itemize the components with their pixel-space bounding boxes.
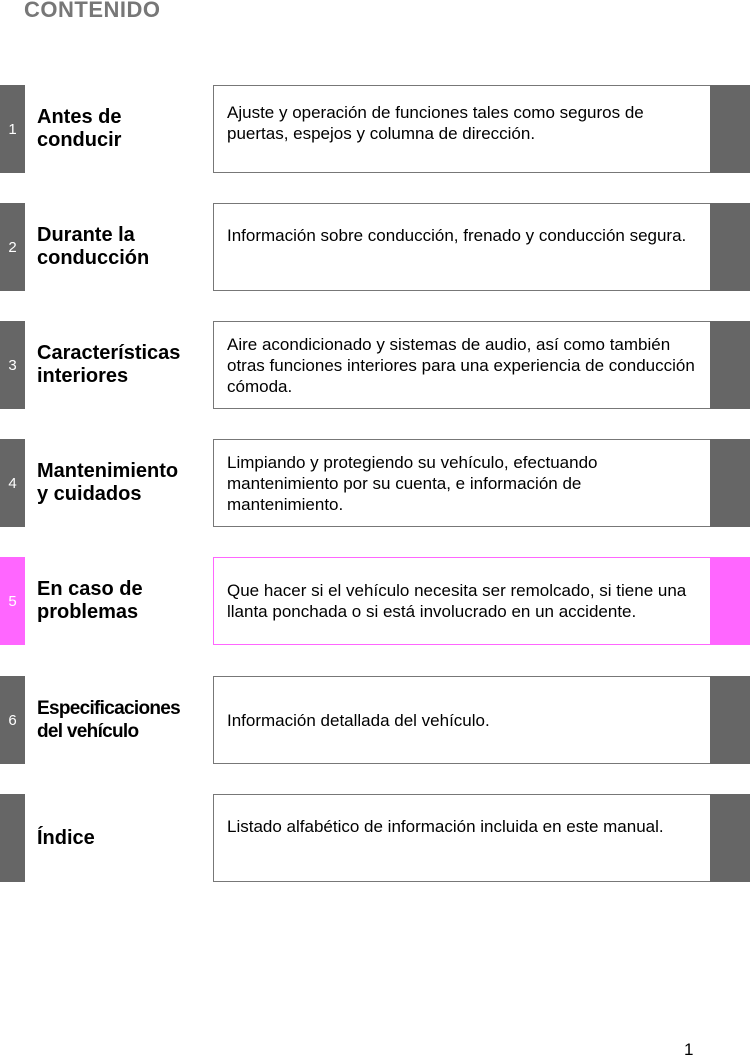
section-title-line: Índice: [37, 826, 95, 849]
section-description-box: [213, 557, 710, 645]
toc-row-2[interactable]: [0, 203, 750, 291]
page-title: CONTENIDO: [24, 0, 161, 22]
section-description: Limpiando y protegiendo su vehículo, efectuando mantenimiento por su cuenta, e información de mantenimiento.: [227, 452, 598, 514]
section-title[interactable]: [37, 321, 209, 409]
section-title-line: Antes de: [37, 106, 122, 128]
section-description-box: [213, 439, 710, 527]
section-title-line: del vehículo: [37, 721, 139, 742]
toc-row-index[interactable]: [0, 794, 750, 882]
section-edge-tab[interactable]: [710, 676, 750, 764]
section-description: Información detallada del vehículo.: [227, 710, 490, 730]
section-title-line: En caso de: [37, 578, 143, 600]
section-title[interactable]: [37, 203, 209, 291]
section-edge-tab[interactable]: [710, 203, 750, 291]
toc-row-6[interactable]: [0, 676, 750, 764]
section-description-box: [213, 203, 710, 291]
section-title-line: Mantenimiento: [37, 460, 179, 482]
section-edge-tab[interactable]: [710, 794, 750, 882]
toc-row-3[interactable]: [0, 321, 750, 409]
toc-row-4[interactable]: [0, 439, 750, 527]
section-description: Aire acondicionado y sistemas de audio, así como también otras funciones interiores para una experiencia de conducción cómoda.: [227, 334, 695, 396]
section-edge-tab[interactable]: [710, 321, 750, 409]
section-edge-tab[interactable]: [710, 85, 750, 173]
toc-row-5[interactable]: [0, 557, 750, 645]
section-number-tab[interactable]: 1: [0, 85, 25, 173]
section-number-tab[interactable]: 6: [0, 676, 25, 764]
section-title[interactable]: [37, 85, 209, 173]
section-title[interactable]: [37, 676, 209, 764]
section-description-box: [213, 676, 710, 764]
section-title-line: Especificaciones: [37, 698, 180, 719]
section-description-box: [213, 794, 710, 882]
section-number-tab[interactable]: 3: [0, 321, 25, 409]
section-title[interactable]: [37, 794, 209, 882]
page-number: 1: [684, 1040, 694, 1059]
section-title-line: Características: [37, 342, 181, 364]
section-title-line: conducción: [37, 247, 150, 269]
section-number-tab[interactable]: 2: [0, 203, 25, 291]
section-number-tab[interactable]: 5: [0, 557, 25, 645]
section-description: Ajuste y operación de funciones tales como seguros de puertas, espejos y columna de dirección.: [227, 103, 644, 143]
section-title-line: problemas: [37, 601, 139, 623]
section-description: Listado alfabético de información incluida en este manual.: [227, 817, 664, 836]
section-number-tab[interactable]: 4: [0, 439, 25, 527]
section-description-box: [213, 321, 710, 409]
section-title[interactable]: [37, 557, 209, 645]
section-description: Información sobre conducción, frenado y conducción segura.: [227, 226, 687, 245]
section-title-line: Durante la: [37, 224, 135, 246]
section-edge-tab[interactable]: [710, 439, 750, 527]
section-title-line: interiores: [37, 365, 129, 387]
section-title-line: y cuidados: [37, 483, 142, 505]
section-number-tab[interactable]: [0, 794, 25, 882]
section-edge-tab[interactable]: [710, 557, 750, 645]
section-title-line: conducir: [37, 129, 122, 151]
section-description: Que hacer si el vehículo necesita ser remolcado, si tiene una llanta ponchada o si está involucrado en un accidente.: [227, 581, 687, 621]
toc-row-1[interactable]: [0, 85, 750, 173]
section-description-box: [213, 85, 710, 173]
section-title[interactable]: [37, 439, 209, 527]
